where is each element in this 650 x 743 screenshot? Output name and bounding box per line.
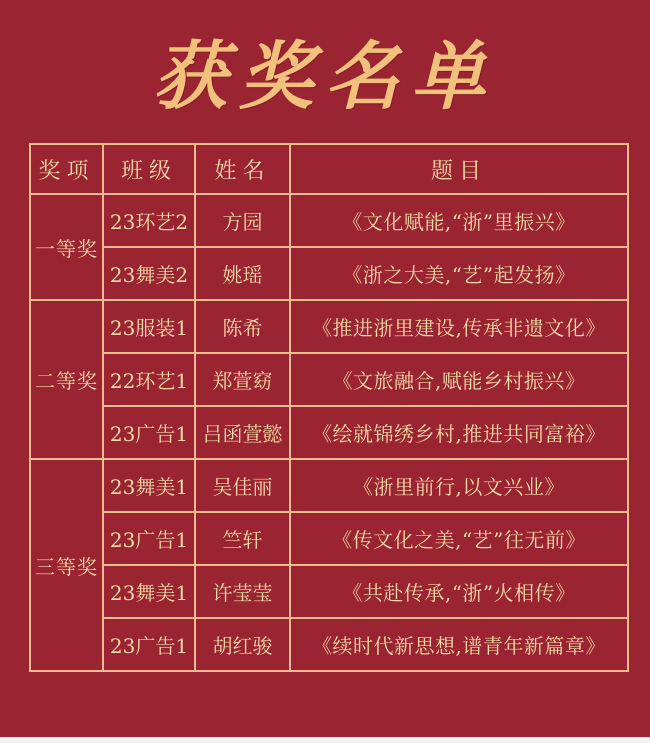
title-cell: 《浙里前行,以文兴业》 xyxy=(290,459,628,512)
table-row xyxy=(30,194,628,247)
class-cell: 23舞美2 xyxy=(103,247,195,300)
award-label-second-prize: 二等奖 xyxy=(30,300,103,459)
name-cell: 方园 xyxy=(195,194,290,247)
bottom-white-strip xyxy=(0,737,650,743)
title-cell: 《文化赋能,“浙”里振兴》 xyxy=(290,194,628,247)
name-cell: 吴佳丽 xyxy=(195,459,290,512)
name-cell: 胡红骏 xyxy=(195,618,290,671)
table-row xyxy=(30,512,628,565)
title-cell: 《文旅融合,赋能乡村振兴》 xyxy=(290,353,628,406)
name-cell: 郑萱窈 xyxy=(195,353,290,406)
class-cell: 23舞美1 xyxy=(103,459,195,512)
header-cell-class: 班级 xyxy=(103,144,195,194)
class-cell: 23广告1 xyxy=(103,512,195,565)
title-cell: 《传文化之美,“艺”往无前》 xyxy=(290,512,628,565)
class-cell: 23广告1 xyxy=(103,406,195,459)
award-label-third-prize: 三等奖 xyxy=(30,459,103,671)
header-cell-title: 题目 xyxy=(290,144,628,194)
table-row xyxy=(30,459,628,512)
table-row xyxy=(30,618,628,671)
class-cell: 23舞美1 xyxy=(103,565,195,618)
table-header-row xyxy=(30,144,628,194)
table-row xyxy=(30,353,628,406)
name-cell: 陈希 xyxy=(195,300,290,353)
awards-table xyxy=(29,143,629,672)
name-cell: 许莹莹 xyxy=(195,565,290,618)
award-label-first-prize: 一等奖 xyxy=(30,194,103,300)
class-cell: 23广告1 xyxy=(103,618,195,671)
class-cell: 23服装1 xyxy=(103,300,195,353)
name-cell: 姚瑶 xyxy=(195,247,290,300)
title-cell: 《浙之大美,“艺”起发扬》 xyxy=(290,247,628,300)
title-cell: 《绘就锦绣乡村,推进共同富裕》 xyxy=(290,406,628,459)
table-row xyxy=(30,247,628,300)
class-cell: 23环艺2 xyxy=(103,194,195,247)
header-cell-award: 奖项 xyxy=(30,144,103,194)
table-row xyxy=(30,406,628,459)
title-cell: 《共赴传承,“浙”火相传》 xyxy=(290,565,628,618)
title-cell: 《续时代新思想,谱青年新篇章》 xyxy=(290,618,628,671)
name-cell: 竺轩 xyxy=(195,512,290,565)
title-cell: 《推进浙里建设,传承非遗文化》 xyxy=(290,300,628,353)
name-cell: 吕函萱懿 xyxy=(195,406,290,459)
header-cell-name: 姓名 xyxy=(195,144,290,194)
table-row xyxy=(30,565,628,618)
class-cell: 22环艺1 xyxy=(103,353,195,406)
table-row xyxy=(30,300,628,353)
page-title: 获奖名单 xyxy=(153,34,497,120)
